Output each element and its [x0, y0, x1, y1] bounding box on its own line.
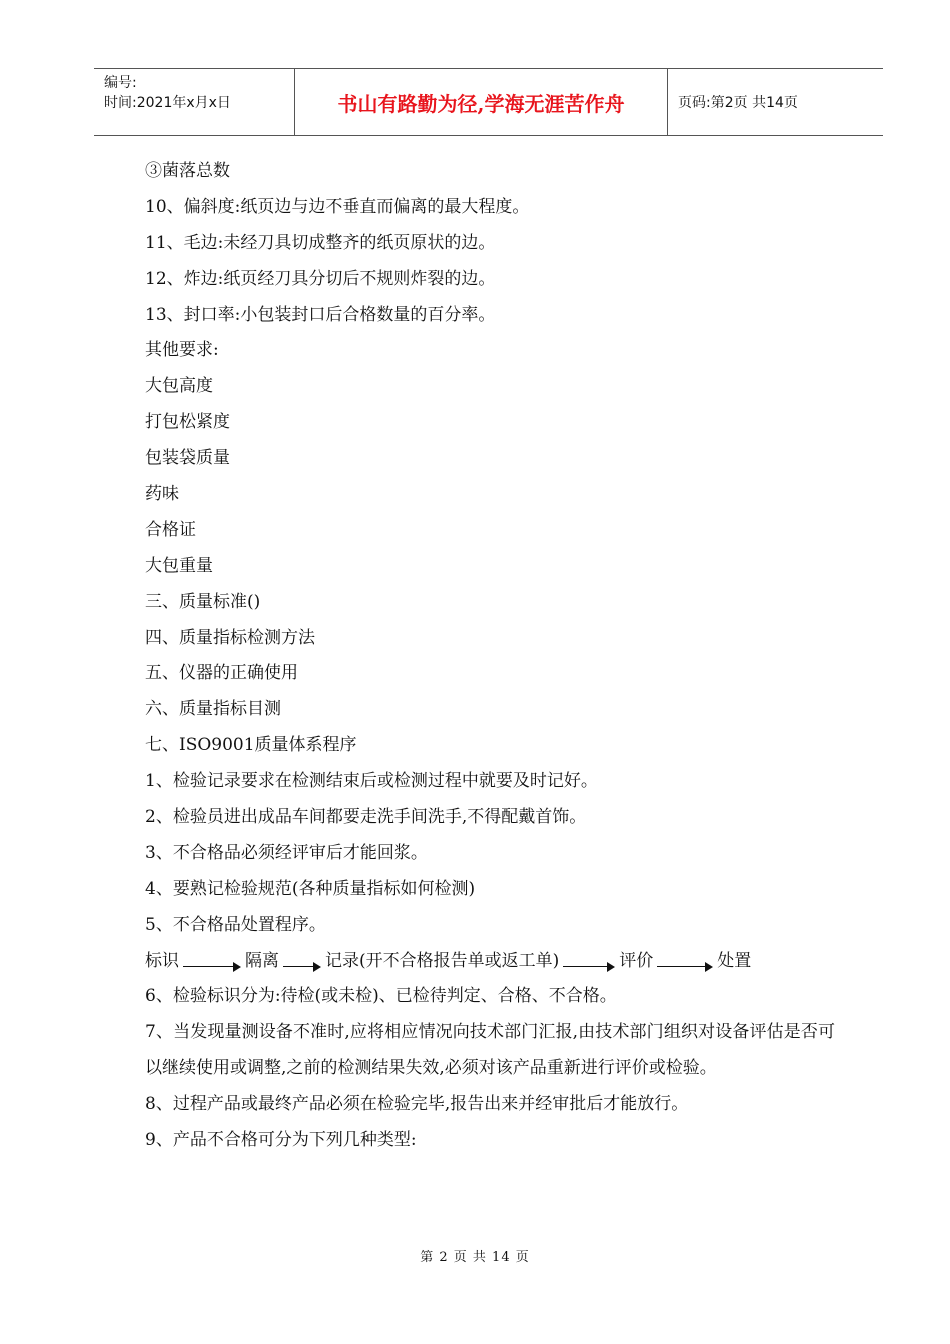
text-line: 5、不合格品处置程序。: [145, 914, 326, 935]
flow-step: 处置: [717, 950, 752, 971]
document-number-label: 编号:: [104, 75, 137, 91]
text-line: 大包重量: [145, 555, 213, 576]
text-line: 七、ISO9001质量体系程序: [145, 735, 357, 756]
text-line: 四、质量指标检测方法: [145, 627, 315, 648]
text-line: 11、毛边:未经刀具切成整齐的纸页原状的边。: [145, 232, 496, 253]
text-line: 合格证: [145, 519, 196, 540]
text-line: 13、封口率:小包装封口后合格数量的百分率。: [145, 304, 496, 325]
text-line: 1、检验记录要求在检测结束后或检测过程中就要及时记好。: [145, 771, 598, 792]
text-line: 药味: [145, 484, 179, 505]
text-line: 3、不合格品必须经评审后才能回浆。: [145, 842, 428, 863]
flow-step: 标识: [145, 950, 179, 971]
process-flow: [145, 944, 845, 980]
document-body: [145, 154, 845, 1159]
text-line: 10、偏斜度:纸页边与边不垂直而偏离的最大程度。: [145, 196, 530, 217]
header-motto: 书山有路勤为径,学海无涯苦作舟: [294, 69, 668, 135]
text-line: 六、质量指标目测: [145, 699, 281, 720]
flow-step: 隔离: [245, 950, 279, 971]
flow-step: 记录(开不合格报告单或返工单): [325, 950, 560, 971]
text-line: 包装袋质量: [145, 448, 230, 469]
text-line: 大包高度: [145, 376, 213, 397]
arrow-right-icon: [283, 962, 321, 972]
text-line: 12、炸边:纸页经刀具分切后不规则炸裂的边。: [145, 268, 496, 289]
text-line: 9、产品不合格可分为下列几种类型:: [145, 1130, 417, 1151]
header-page-info: 页码:第2页 共14页: [678, 95, 798, 111]
text-line: 其他要求:: [145, 340, 219, 361]
page-footer: 第 2 页 共 14 页: [420, 1250, 530, 1265]
page-header: [94, 68, 883, 136]
text-line: ③菌落总数: [145, 161, 230, 181]
text-line: 4、要熟记检验规范(各种质量指标如何检测): [145, 878, 476, 899]
arrow-right-icon: [563, 962, 615, 972]
text-line: 三、质量标准(): [145, 591, 261, 612]
document-time: 时间:2021年x月x日: [104, 95, 231, 111]
text-line: 打包松紧度: [145, 412, 230, 433]
header-meta: [94, 69, 294, 135]
arrow-right-icon: [183, 962, 241, 972]
text-line: 8、过程产品或最终产品必须在检验完毕,报告出来并经审批后才能放行。: [145, 1094, 689, 1115]
arrow-right-icon: [657, 962, 713, 972]
text-line: 6、检验标识分为:待检(或未检)、已检待判定、合格、不合格。: [145, 986, 617, 1007]
text-line: 2、检验员进出成品车间都要走洗手间洗手,不得配戴首饰。: [145, 807, 587, 828]
flow-step: 评价: [619, 950, 654, 971]
text-paragraph: 7、当发现量测设备不准时,应将相应情况向技术部门汇报,由技术部门组织对设备评估是否可以继续使用或调整,之前的检测结果失效,必须对该产品重新进行评价或检验。: [145, 1022, 835, 1079]
text-line: 五、仪器的正确使用: [145, 663, 298, 684]
